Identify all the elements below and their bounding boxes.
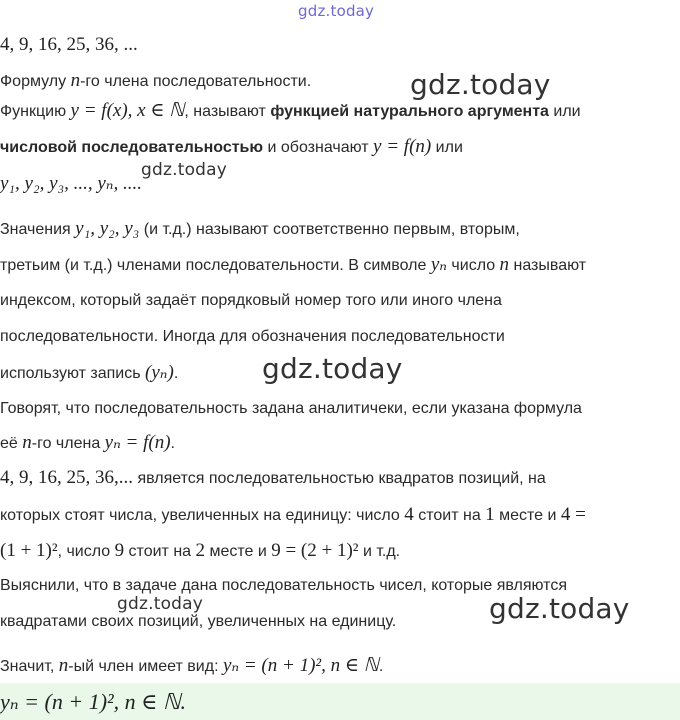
text-span: месте и [205,543,272,560]
math-terms: y₁, y₂, y₃ [75,218,140,239]
text-line [0,654,383,679]
watermark: gdz.today [117,594,204,614]
text-span: её [0,435,23,452]
math-n: n [499,254,510,275]
text-line [0,289,502,313]
watermark: gdz.today [489,592,630,625]
text-line [0,466,546,491]
text-span: квадратами своих позиций, увеличенных на единицу. [0,613,397,630]
text-line [0,99,581,124]
math-yn: (yₙ) [145,362,174,383]
text-span: является последовательностью квадратов позиций, на [133,470,546,487]
math-sequence: 4, 9, 16, 25, 36,... [0,467,133,488]
math-function: y = f(x), x ∈ ℕ [70,100,185,121]
math-formula: yₙ = f(n) [104,432,171,453]
text-span: -го члена последовательности. [80,73,312,90]
text-span: . [173,365,179,382]
text-span: Выяснили, что в задаче дана последовательность чисел, которые являются [0,577,567,594]
text-line [0,610,396,634]
math-number: 4 [404,504,414,525]
text-line [0,325,505,349]
text-span: . [170,435,175,452]
answer-box [0,683,680,720]
math-n: n [22,432,32,453]
text-span: Функцию [0,103,71,120]
text-span: (и т.д.) называют соответственно первым, вторым, [139,221,520,238]
math-number: 9 [114,540,125,561]
text-span: месте и [494,507,561,524]
math-formula: yₙ = (n + 1)², n ∈ ℕ [222,655,379,676]
text-line [0,574,567,598]
text-span: . [378,658,384,675]
sequence-formula: 4, 9, 16, 25, 36, ... [0,34,138,55]
math-line [0,172,142,197]
text-span: Значения [0,221,76,238]
text-span: третьим (и т.д.) членами последовательности. В символе [0,257,431,274]
math-expression: 9 = (2 + 1)² [271,540,359,561]
math-n: n [70,70,81,91]
text-span: число [446,257,500,274]
text-span: -го члена [31,435,105,452]
text-line [0,397,582,421]
text-line [0,69,311,94]
text-span: или [548,103,581,120]
text-span: Говорят, что последовательность задана аналитичеки, если указана формула [0,400,582,417]
text-span: используют запись [0,365,146,382]
text-span: индексом, который задаёт порядковый номер того или иного члена [0,292,502,309]
math-sequence: y₁, y₂, y₃, ..., yₙ, .... [0,173,142,194]
math-n: n [58,655,69,676]
text-line [0,539,400,564]
text-span: последовательности. Иногда для обозначения последовательности [0,328,505,345]
watermark: gdz.today [262,352,403,385]
text-line [0,135,463,160]
text-span: , число [57,543,115,560]
math-number: 2 [195,540,205,561]
math-yn: yₙ [430,254,447,275]
text-line [0,431,175,456]
text-span: и обозначают [263,139,374,156]
answer-formula: yₙ = (n + 1)², n ∈ ℕ. [0,689,187,714]
text-span: или [431,139,463,156]
text-line [0,361,178,386]
watermark: gdz.today [410,68,551,101]
text-span: , называют [184,103,271,120]
text-span: которых стоят числа, увеличенных на единицу: число [0,507,405,524]
math-expression: (1 + 1)² [0,540,58,561]
bold-term: числовой последовательностью [0,139,264,156]
text-span: Значит, [0,658,59,675]
text-span: стоит на [124,543,196,560]
text-line [0,217,520,242]
text-line [0,253,586,278]
text-line [0,503,586,528]
bold-term: функцией натурального аргумента [270,103,549,120]
sequence-line [0,33,138,58]
math-number: 1 [485,504,495,525]
watermark-top: gdz.today [298,2,375,20]
text-span: и т.д. [358,543,401,560]
math-number: 4 = [560,504,586,525]
text-span: -ый член имеет вид: [68,658,223,675]
text-span: стоит на [413,507,486,524]
math-function: y = f(n) [373,136,432,157]
watermark: gdz.today [141,160,228,180]
text-span: Формулу [0,73,71,90]
text-span: называют [509,257,587,274]
